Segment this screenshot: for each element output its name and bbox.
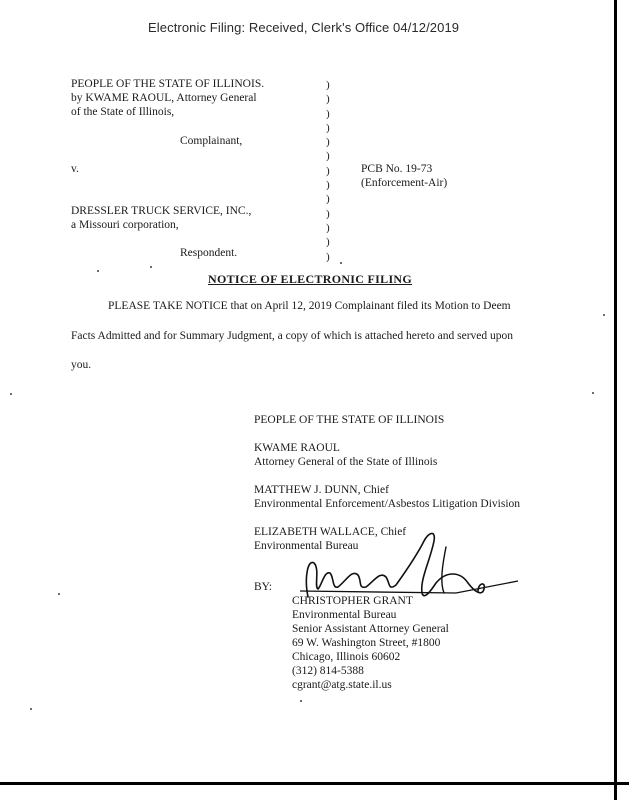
signer-line-2: Environmental Bureau [292, 609, 397, 621]
signer-line-3: Senior Assistant Attorney General [292, 623, 449, 635]
signer-email: cgrant@atg.state.il.us [292, 679, 392, 691]
chief2-name: ELIZABETH WALLACE, Chief [254, 526, 407, 538]
scan-speck [340, 262, 342, 264]
chief1-name: MATTHEW J. DUNN, Chief [254, 484, 389, 496]
signer-line-1: CHRISTOPHER GRANT [292, 595, 413, 607]
respondent-label: Respondent. [180, 247, 238, 259]
scan-speck [10, 393, 12, 395]
defendant-line-1: DRESSLER TRUCK SERVICE, INC., [71, 205, 252, 217]
plaintiff-line-3: of the State of Illinois, [71, 106, 175, 118]
scan-speck [592, 392, 594, 394]
signer-line-4: 69 W. Washington Street, #1800 [292, 637, 441, 649]
signer-line-6: (312) 814-5388 [292, 665, 364, 677]
ag-title: Attorney General of the State of Illinois [254, 456, 438, 468]
case-type: (Enforcement-Air) [361, 177, 448, 189]
scan-speck [97, 270, 99, 272]
chief2-title: Environmental Bureau [254, 540, 359, 552]
chief1-title: Environmental Enforcement/Asbestos Litigation Division [254, 498, 521, 510]
scan-speck [603, 314, 605, 316]
signer-line-5: Chicago, Illinois 60602 [292, 651, 401, 663]
scan-speck [300, 700, 302, 702]
scan-edge-bottom [0, 782, 629, 785]
scan-speck [30, 708, 32, 710]
complainant-label: Complainant, [180, 135, 243, 147]
case-number: PCB No. 19-73 [361, 163, 433, 175]
caption-parentheses: ) ) ) ) ) ) ) ) ) ) ) ) ) [326, 79, 330, 263]
filing-stamp: Electronic Filing: Received, Clerk's Office 04/12/2019 [148, 20, 460, 35]
scan-edge-right [614, 0, 617, 800]
scan-speck [58, 593, 60, 595]
ag-name: KWAME RAOUL [254, 442, 340, 454]
document-title: NOTICE OF ELECTRONIC FILING [208, 272, 413, 286]
body-line-1: PLEASE TAKE NOTICE that on April 12, 2019 Complainant filed its Motion to Deem [108, 300, 511, 312]
plaintiff-line-1: PEOPLE OF THE STATE OF ILLINOIS. [71, 78, 265, 90]
party-name: PEOPLE OF THE STATE OF ILLINOIS [254, 414, 445, 426]
defendant-line-2: a Missouri corporation, [71, 219, 179, 231]
body-line-3: you. [71, 359, 92, 371]
scan-speck [150, 266, 152, 268]
body-line-2: Facts Admitted and for Summary Judgment, a copy of which is attached hereto and served upon [71, 330, 514, 342]
versus-label: v. [71, 163, 79, 175]
plaintiff-line-2: by KWAME RAOUL, Attorney General [71, 92, 257, 104]
by-label: BY: [254, 581, 273, 593]
